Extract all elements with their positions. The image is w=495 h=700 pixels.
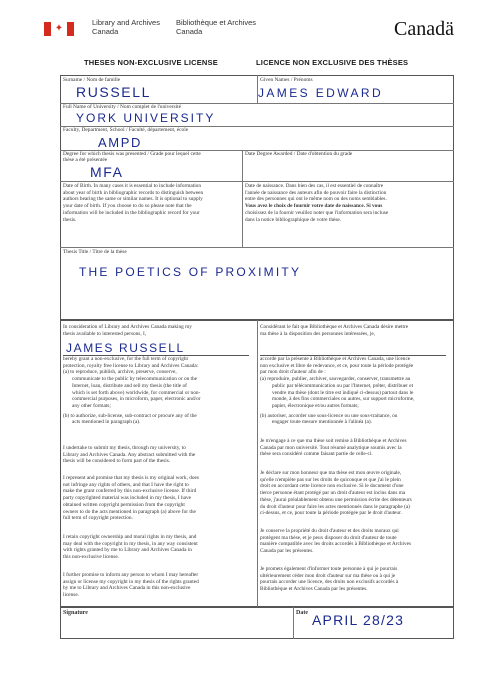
form-titles <box>60 58 460 70</box>
license-grant-en: hereby grant a non-exclusive, for the full term of copyright protection, royalty free license to Library and Archives Canada: (a) to reproduce, publish, archive, preserve, conserve, communicate to the public by telecommunication or on the Internet, loan, distribute and sell my thesis (the title of which is set forth above) worldwide, for commercial or non- commercial purposes, in microform, paper, electronic and/or any other formats; (b) to authorize, sub-license, sub-contract or procure any of the acts mentioned in paragraph (a). <box>63 356 201 426</box>
date-value: APRIL 28/23 <box>312 612 405 628</box>
university-value: YORK UNIVERSITY <box>76 111 216 125</box>
faculty-label: Faculty, Department, School / Faculté, département, école <box>63 127 189 133</box>
surname-label: Surname / Nom de famille <box>63 77 121 83</box>
agency-name-fr: Bibliothèque et Archives Canada <box>176 18 257 36</box>
degree-value: MFA <box>90 164 124 180</box>
dob-note-en: Date of Birth. In many cases it is essential to include information about year of birth in bibliographic records to distinguish between authors bearing the same or similar names. It is optional to supply your date of birth. If you choose to do so please note that the information will be included in the bibliographic record for your thesis. <box>63 183 204 223</box>
license-copyright-fr: Je conserve la propriété du droit d'auteur et des droits moraux qui protègent ma thèse, et je peux disposer du droit d'auteur de toute manière compatible avec les droits accordés à Bibliothèque et Archives Canada par les présentes. <box>260 528 412 555</box>
date-label: Date <box>296 610 308 616</box>
license-grant-fr: accorde par la présente à Bibliothèque et Archives Canada, une licence non exclusive et libre de redevance, et ce, pour toute la période protégée par mon droit d'auteur afin de : (a) reproduire, publier, archiver, sauvegarder, conserver, transmettre au public par télécommunication ou par l'Internet, prêter, distribuer et vendre ma thèse (dont le titre est indiqué ci-dessus) partout dans le monde, à des fins commerciales ou autres, sur support microforme, papier, électronique et/ou autres formats; (b) autoriser, accorder une sous-licence ou une sous-traitance, ou engager toute mesure mentionnée à l'alinéa (a). <box>260 356 415 426</box>
licensor-name-value[interactable]: JAMES RUSSELL <box>66 341 185 355</box>
date-awarded-label: Date Degree Awarded / Date d'obtention du grade <box>245 151 353 157</box>
signature-label: Signature <box>63 610 88 616</box>
surname-value: RUSSELL <box>76 84 152 100</box>
thesis-title-label: Thesis Title / Titre de la thèse <box>63 249 127 255</box>
license-representation-fr: Je déclare sur mon honneur que ma thèse est mon œuvre originale, qu'elle n'empiète pas sur les droits de quiconque et que j'ai le plein droit en accordant cette licence non exclusive. Si le document d'une tierce personne étant protégé par un droit d'auteur est inclus dans ma thèse, j'aurai préalablement obtenu une permission écrite des détenteurs du droit d'auteur pour faire les actes mentionnés dans le paragraphe (a) ci-dessus, et ce, pour toute la période protégée par le droit d'auteur. <box>260 470 412 517</box>
degree-label: Degree for which thesis was presented / Grade pour lequel cette thèse a été présentée <box>63 151 201 164</box>
license-text-en: In consideration of Library and Archives Canada making my thesis available to interested persons, I, <box>63 324 192 337</box>
agency-name-en: Library and Archives Canada <box>92 18 160 36</box>
given-names-label: Given Names / Prénoms <box>260 77 313 83</box>
license-undertaking-fr: Je m'engage à ce que ma thèse soit remise à Bibliothèque et Archives Canada par mon université. Tout résumé analytique soumis avec la thèse sera considéré comme faisant partie de celle-ci. <box>260 438 407 458</box>
dob-note-fr: Date de naissance. Dans bien des cas, il est essentiel de connaître l'année de naissance des auteurs afin de pouvoir faire la distinction entre des personnes qui ont le même nom ou des noms semblables. Vous avez le choix de fournir votre date de naissance. Si vous choisissez de la fournir veuillez noter que l'information sera incluse dans la notice bibliographique de votre thèse. <box>245 183 389 223</box>
canada-flag-icon: ✦ <box>44 22 74 36</box>
license-undertaking-en: I undertake to submit my thesis, through my university, to Library and Archives Canada. Any abstract submitted with the thesis will be considered to form part of the thesis. <box>63 445 196 465</box>
license-inform-en: I further promise to inform any person to whom I may hereafter assign or license my copyright in my thesis of the rights granted by me to Library and Archives Canada in this non-exclusive license. <box>63 572 199 599</box>
license-copyright-en: I retain copyright ownership and moral rights in my thesis, and may deal with the copyright in my thesis, in any way consistent with rights granted by me to Library and Archives Canada in this non-exclusive license. <box>63 534 198 561</box>
thesis-title-value: THE POETICS OF PROXIMITY <box>79 265 302 279</box>
page-header <box>44 18 454 40</box>
faculty-value: AMPD <box>98 135 142 150</box>
license-representation-en: I represent and promise that my thesis is my original work, does not infringe any rights of others, and that I have the right to make the grant conferred by this non-exclusive license. If third party copyrighted material was included in my thesis, I have obtained written copyright permission from the copyright owners to do the acts mentioned in paragraph (a) above for the full term of copyright protection. <box>63 475 199 522</box>
university-label: Full Name of University / Nom complet de l'université <box>63 104 182 110</box>
canada-wordmark: Canadä <box>394 18 454 40</box>
title-fr: LICENCE NON EXCLUSIVE DES THÈSES <box>256 58 409 67</box>
license-inform-fr: Je promets également d'informer toute personne à qui je pourrais ultérieurement céder mon droit d'auteur sur ma thèse ou à qui je pourrais accorder une licence, des droits non exclusifs accordés à Bibliothèque et Archives Canada par les présentes. <box>260 566 399 593</box>
title-en: THESES NON-EXCLUSIVE LICENSE <box>84 58 218 67</box>
license-text-fr: Considérant le fait que Bibliothèque et Archives Canada désire mettre ma thèse à la disposition des personnes intéressées, je, <box>260 324 409 337</box>
given-names-value: JAMES EDWARD <box>258 86 384 100</box>
